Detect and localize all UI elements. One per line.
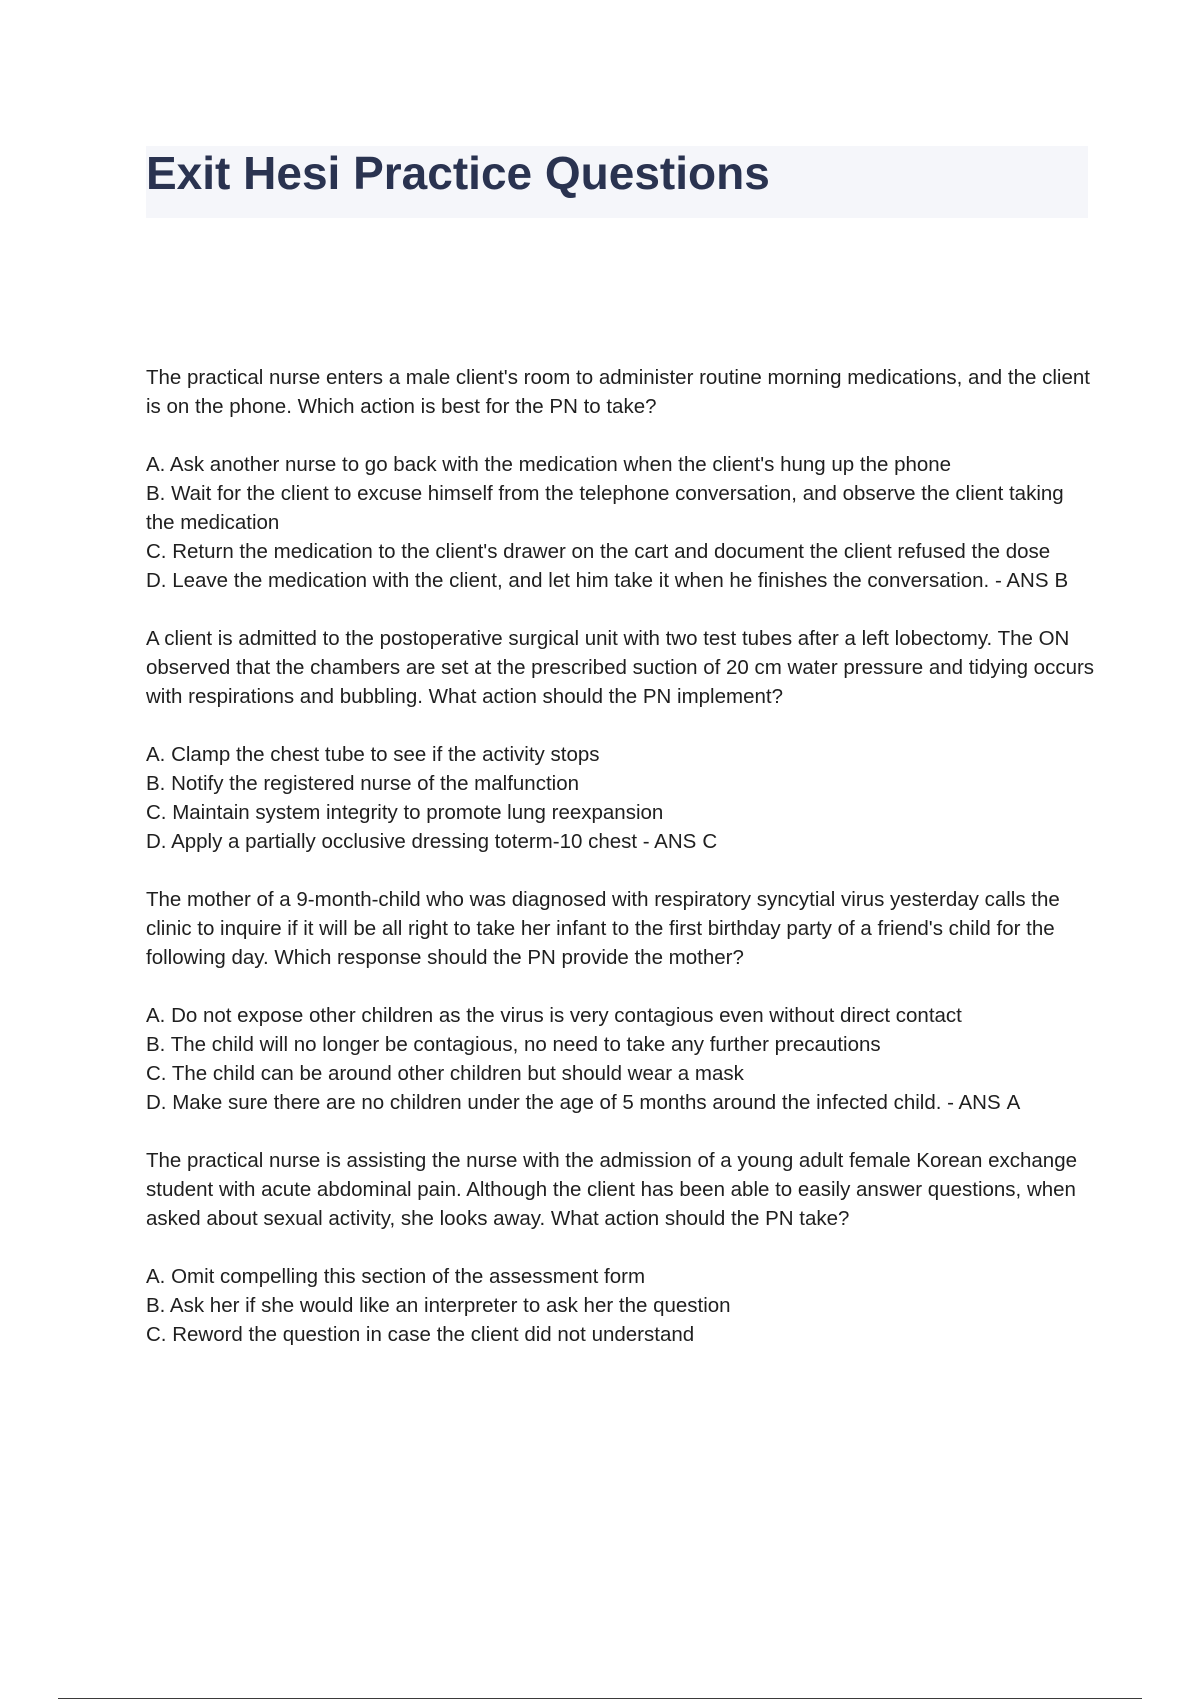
footer-divider: [58, 1698, 1142, 1699]
question-stem: A client is admitted to the postoperative surgical unit with two test tubes after a left lobectomy. The ON observed that the chambers are set at the prescribed suction of 20 cm water pressure and tidying occurs with respirations and bubbling. What action should the PN implement?: [146, 627, 1095, 708]
option-c: C. Maintain system integrity to promote lung reexpansion: [146, 801, 664, 824]
option-c: C. The child can be around other children but should wear a mask: [146, 1062, 744, 1085]
option-d-text: D. Leave the medication with the client, and let him take it when he finishes the conversation. - ANS: [146, 569, 1049, 592]
option-d: [146, 566, 1096, 595]
option-b: B. Notify the registered nurse of the malfunction: [146, 772, 580, 795]
option-d: [146, 827, 1096, 856]
question-4: [146, 1146, 1096, 1349]
option-a: A. Do not expose other children as the virus is very contagious even without direct contact: [146, 1004, 962, 1027]
question-stem: The practical nurse enters a male client's room to administer routine morning medications, and the client is on the phone. Which action is best for the PN to take?: [146, 366, 1090, 418]
question-stem: The practical nurse is assisting the nurse with the admission of a young adult female Korean exchange student with acute abdominal pain. Although the client has been able to easily answer questions, when asked about sexual activity, she looks away. What action should the PN take?: [146, 1149, 1077, 1230]
option-d: [146, 1088, 1096, 1117]
question-3: [146, 885, 1096, 1117]
answer-key: B: [1054, 569, 1069, 592]
option-d-text: D. Apply a partially occlusive dressing toterm-10 chest - ANS: [146, 830, 697, 853]
option-c: C. Reword the question in case the client did not understand: [146, 1323, 695, 1346]
option-b: B. Wait for the client to excuse himself from the telephone conversation, and observe the client taking the medication: [146, 482, 1064, 534]
answer-key: C: [702, 830, 718, 853]
question-stem: The mother of a 9-month-child who was diagnosed with respiratory syncytial virus yesterday calls the clinic to inquire if it will be all right to take her infant to the first birthday party of a friend's child for the following day. Which response should the PN provide the mother?: [146, 888, 1060, 969]
option-a: A. Clamp the chest tube to see if the activity stops: [146, 743, 600, 766]
answer-key: A: [1006, 1091, 1021, 1114]
option-b: B. Ask her if she would like an interpreter to ask her the question: [146, 1294, 731, 1317]
option-d-text: D. Make sure there are no children under the age of 5 months around the infected child. - ANS: [146, 1091, 1001, 1114]
question-1: [146, 363, 1096, 595]
option-b: B. The child will no longer be contagious, no need to take any further precautions: [146, 1033, 881, 1056]
option-c: C. Return the medication to the client's drawer on the cart and document the client refused the dose: [146, 540, 1051, 563]
option-a: A. Ask another nurse to go back with the medication when the client's hung up the phone: [146, 453, 952, 476]
question-2: [146, 624, 1096, 856]
page-title: Exit Hesi Practice Questions: [146, 147, 770, 199]
option-a: A. Omit compelling this section of the assessment form: [146, 1265, 646, 1288]
question-list: [146, 363, 1096, 1378]
